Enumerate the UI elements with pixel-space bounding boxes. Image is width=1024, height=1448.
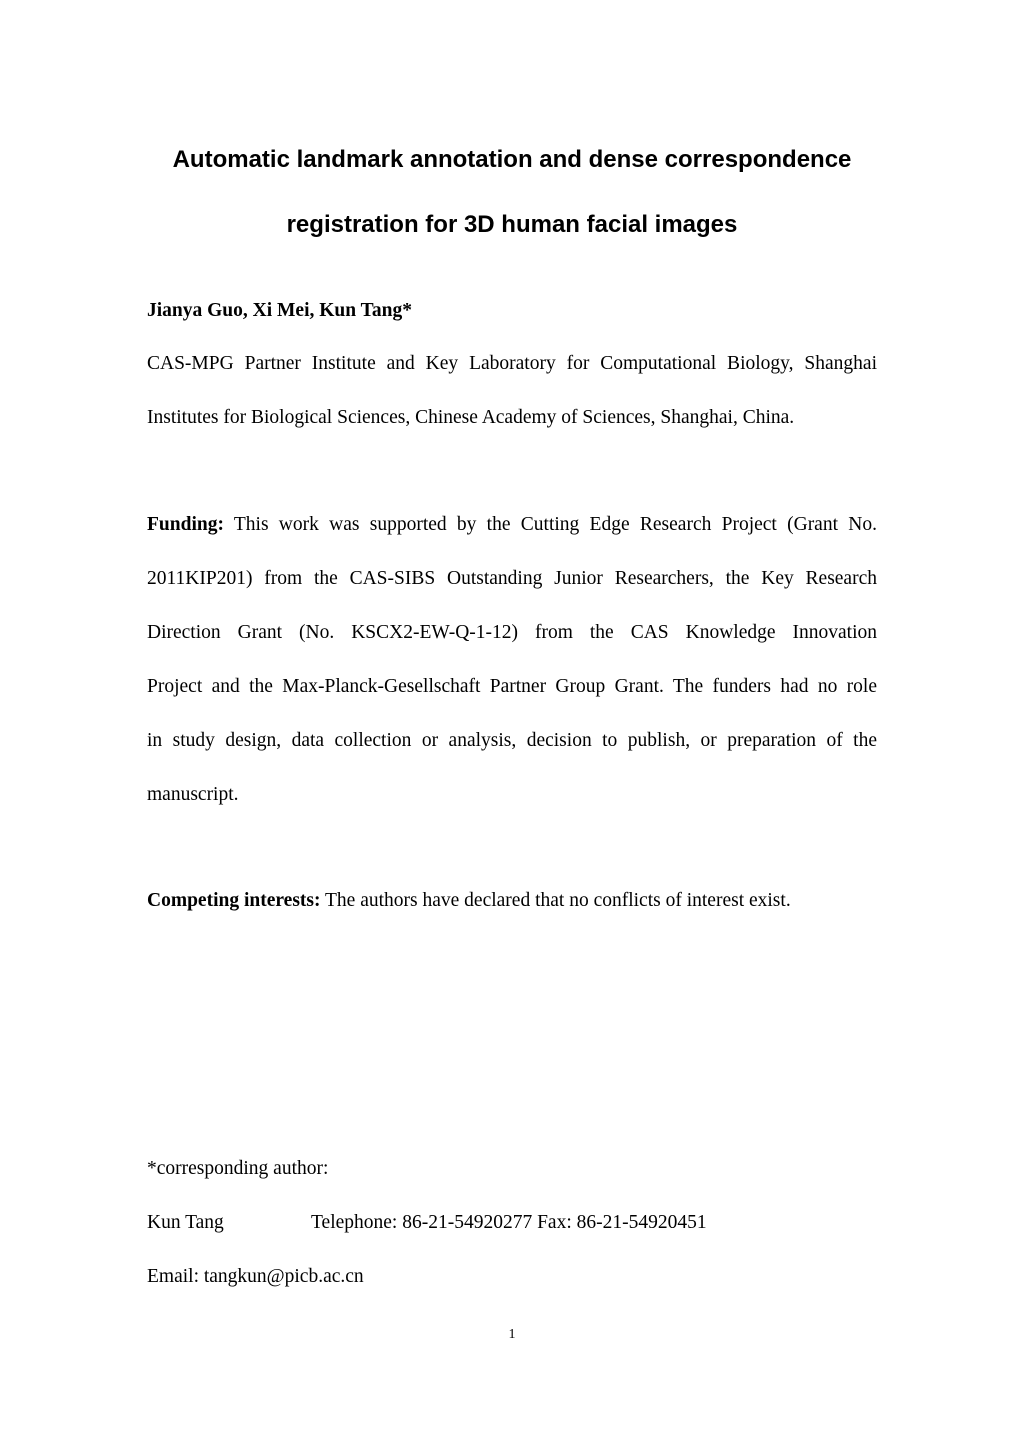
corresponding-heading: *corresponding author: (147, 1158, 329, 1179)
competing-label: Competing interests: (147, 890, 321, 911)
corresponding-phone-fax: Telephone: 86-21-54920277 Fax: 86-21-54920451 (311, 1212, 707, 1233)
paper-title-line-1: Automatic landmark annotation and dense correspondence (172, 146, 852, 173)
corresponding-email: Email: tangkun@picb.ac.cn (147, 1266, 364, 1287)
competing-text: The authors have declared that no conflicts of interest exist. (320, 890, 791, 911)
funding-text: This work was supported by the Cutting Edge Research Project (Grant No. (223, 514, 877, 535)
author-list: Jianya Guo, Xi Mei, Kun Tang* (147, 300, 412, 321)
funding-line-6: manuscript. (147, 784, 239, 805)
page-number: 1 (508, 1327, 516, 1342)
competing-interests (147, 888, 877, 914)
funding-line-2: 2011KIP201) from the CAS-SIBS Outstanding Junior Researchers, the Key Research (147, 568, 877, 589)
paper-title-line-2: registration for 3D human facial images (286, 211, 738, 238)
funding-line-3: Direction Grant (No. KSCX2-EW-Q-1-12) from the CAS Knowledge Innovation (147, 622, 877, 643)
funding-label: Funding: (147, 514, 224, 535)
affiliation-line-2: Institutes for Biological Sciences, Chinese Academy of Sciences, Shanghai, China. (147, 407, 795, 428)
funding-line-5: in study design, data collection or analysis, decision to publish, or preparation of the (147, 730, 877, 751)
corresponding-contact (147, 1210, 877, 1236)
funding-line-1 (147, 512, 877, 538)
affiliation-line-1: CAS-MPG Partner Institute and Key Laboratory for Computational Biology, Shanghai (147, 353, 877, 374)
funding-line-4: Project and the Max-Planck-Gesellschaft Partner Group Grant. The funders had no role (147, 676, 877, 697)
corresponding-name: Kun Tang (147, 1212, 224, 1233)
